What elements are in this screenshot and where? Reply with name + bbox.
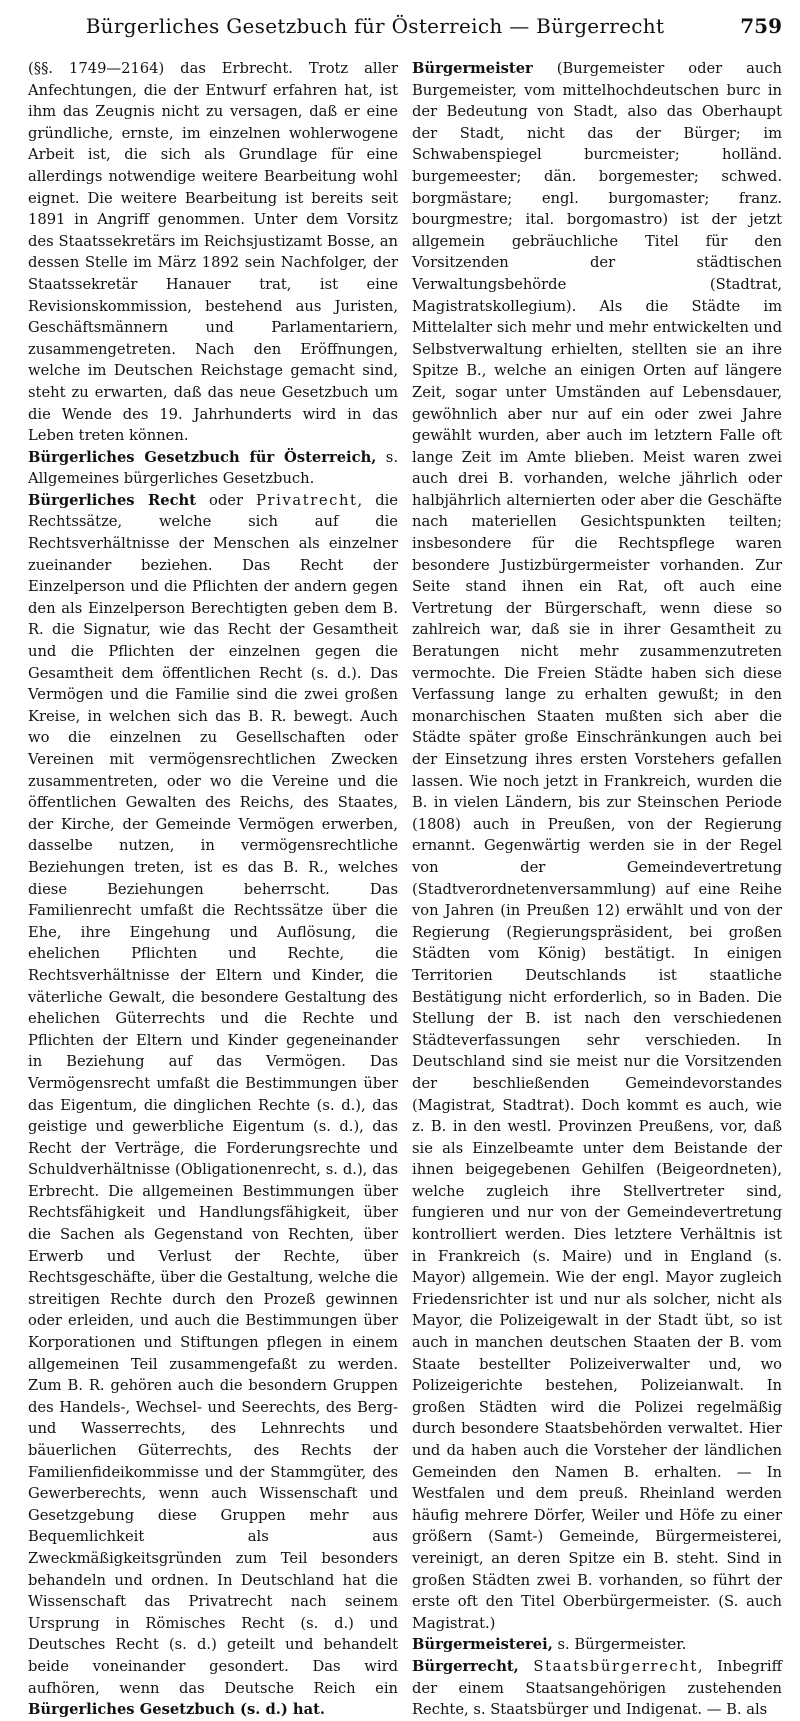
entry-text: , Inbegriff der einem Staatsangehörigen zustehenden Rechte, s. Staatsbürger und Indigenat. — B. als [412,1657,783,1719]
entry-text: s. Bürgermeister. [557,1636,687,1654]
entry-text: , die Rechtssätze, welche sich auf die Rechtsverhältnisse der Menschen als einzelner zueinander beziehen. Das Recht der Einzelperson und die Pflichten der andern gegen den als Einzelperson Berechtigten geben dem B. R. die Signatur, wie das Recht der Gesamtheit und die Pflichten der einzelnen gegen die Gesamtheit dem öffentlichen Recht (s. d.). Das Vermögen und die Familie sind die zwei großen Kreise, in welchen sich das B. R. bewegt. Auch wo die einzelnen zu Gesellschaften oder Vereinen mit vermögensrechtlichen Zwecken zusammentreten, oder wo die Vereine und die öffentlichen Gewalten des Reichs, des Staates, der Kirche, der Gemeinde Vermögen erwerben, dasselbe nutzen, in vermögensrechtliche Beziehungen treten, ist es das B. R., welches diese Beziehungen beherrscht. Das Familienrecht umfaßt die Rechtssätze über die Ehe, ihre Eingehung und Auflösung, die ehelichen Pflichten und Rechte, die Rechtsverhältnisse der Eltern und Kinder, die väterliche Gewalt, die besondere Gestaltung des ehelichen Güterrechts und die Rechte und Pflichten der Eltern und Kinder gegeneinander in Beziehung auf das Vermögen. Das Vermögensrecht umfaßt die Bestimmungen über das Eigentum, die dinglichen Rechte (s. d.), das geistige und gewerbliche Eigentum (s. d.), das Recht der Verträge, die Forderungsrechte und Schuldverhältnisse (Obligationenrecht, s. d.), das Erbrecht. Die allgemeinen Bestimmungen über Rechtsfähigkeit und Handlungsfähigkeit, über die Sachen als Gegenstand von Rechten, über Erwerb und Verlust der Rechte, über Rechtsgeschäfte, über die Gestaltung, welche die streitigen Rechte durch den Prozeß gewinnen oder erleiden, und auch die Bestimmungen über Korporationen und Stiftungen pflegen in einem allgemeinen Teil zusammengefaßt zu werden. Zum B. R. gehören auch die besondern Gruppen des Handels-, Wechsel- und Seerechts, des Berg- und Wasserrechts, des Lehnrechts und bäuerlichen Güterrechts, des Rechts der Familienfideikommisse und der Stammgüter, des Gewerberechts, wenn auch Wissenschaft und Gesetzgebung diese Gruppen mehr aus Bequemlichkeit als aus Zweckmäßigkeitsgründen zum Teil besonders behandeln und ordnen. In Deutschland hat die Wissenschaft das Privatrecht nach seinem Ursprung in Römisches Recht (s. d.) und Deutsches Recht (s. d.) geteilt und behandelt beide voneinander gesondert. Das wird aufhören, wenn das Deutsche Reich ein [28,491,398,1697]
entry-text: oder [209,491,244,509]
running-head: Bürgerliches Gesetzbuch für Österreich — Bürgerrecht [85,14,665,38]
entry-synonym: Staatsbürgerrecht [533,1657,698,1675]
entry-buergerrecht [412,1656,782,1721]
entry-buergerliches-recht [28,490,398,1721]
left-column [28,58,398,1721]
entry-headword: Bürgerliches Recht [28,491,197,509]
entry-synonym: Privatrecht [256,491,358,509]
page-header [28,14,782,50]
entry-headword: Bürgerrecht, [412,1657,519,1675]
entry-text: (§§. 1749—2164) das Erbrecht. Trotz aller Anfechtungen, die der Entwurf erfahren hat, ist ihm das Zeugnis nicht zu versagen, daß er eine gründliche, ernste, im einzelnen wohlerwogene Arbeit ist, die sich als Grundlage für eine allerdings notwendige weitere Bearbeitung wohl eignet. Die weitere Bearbeitung ist bereits seit 1891 in Angriff genommen. Unter dem Vorsitz des Staatssekretärs im Reichsjustizamt Bosse, an dessen Stelle im März 1892 sein Nachfolger, der Staatssekretär Hanauer trat, ist eine Revisionskommission, bestehend aus Juristen, Geschäftsmännern und Parlamentariern, zusammengetreten. Nach den Eröffnungen, welche im Deutschen Reichstage gemacht sind, steht zu erwarten, daß das neue Gesetzbuch um die Wende des 19. Jahrhunderts wird in das Leben treten können. [28,60,398,445]
entry-buergermeister [412,58,782,1634]
entry-headword: Bürgermeister [412,60,533,77]
entry-buergermeisterei [412,1634,782,1656]
text-columns [28,58,782,1721]
entry-crossref: Bürgerliches Gesetzbuch (s. d.) hat. [28,1701,325,1719]
entry-buergerliches-gesetzbuch-oesterreich [28,447,398,490]
entry-text: s. Allgemeines bürgerliches Gesetzbuch. [28,448,398,488]
page-number: 759 [740,14,782,38]
right-column [412,58,782,1721]
entry-headword: Bürgermeisterei, [412,1636,553,1654]
entry-text: (Burgemeister oder auch Burgemeister, vom mittelhochdeutschen burc in der Bedeutung von Stadt, also das Oberhaupt der Stadt, nicht das der Bürger; im Schwabenspiegel burcmeister; holländ. burgemeester; dän. borgemester; schwed. borgmästare; engl. burgomaster; franz. bourgmestre; ital. borgomastro) ist der jetzt allgemein gebräuchliche Titel für den Vorsitzenden der städtischen Verwaltungsbehörde (Stadtrat, Magistratskollegium). Als die Städte im Mittelalter sich mehr und mehr entwickelten und Selbstverwaltung erhielten, stellten sie an ihre Spitze B., welche an einigen Orten auf längere Zeit, sogar unter Umständen auf Lebensdauer, gewöhnlich aber nur auf ein oder zwei Jahre gewählt wurden, aber auch im letztern Falle oft lange Zeit im Amte blieben. Meist waren zwei auch drei B. vorhanden, welche jährlich oder halbjährlich alternierten oder aber die Geschäfte nach materiellen Gesichtspunkten teilten; insbesondere für die Rechtspflege waren besondere Justizbürgermeister vorhanden. Zur Seite stand ihnen ein Rat, oft auch eine Vertretung der Bürgerschaft, wenn diese so zahlreich war, daß sie in ihrer Gesamtheit zu Beratungen nicht mehr zusammenzutreten vermochte. Die Freien Städte haben sich diese Verfassung lange zu erhalten gewußt; in den monarchischen Staaten mußten sich aber die Städte später große Einschränkungen auch bei der Einsetzung ihres ersten Vorstehers gefallen lassen. Wie noch jetzt in Frankreich, wurden die B. in vielen Ländern, bis zur Steinschen Periode (1808) auch in Preußen, von der Regierung ernannt. Gegenwärtig werden sie in der Regel von der Gemeindevertretung (Stadtverordnetenversammlung) auf eine Reihe von Jahren (in Preußen 12) erwählt und von der Regierung (Regierungspräsident, bei großen Städten vom König) bestätigt. In einigen Territorien Deutschlands ist staatliche Bestätigung nicht erforderlich, so in Baden. Die Stellung der B. ist nach den verschiedenen Städteverfassungen sehr verschieden. In Deutschland sind sie meist nur die Vorsitzenden der beschließenden Gemeindevorstandes (Magistrat, Stadtrat). Doch kommt es auch, wie z. B. in den westl. Provinzen Preußens, vor, daß sie als Einzelbeamte unter dem Beistande der ihnen beigegebenen Gehilfen (Beigeordneten), welche zugleich ihre Stellvertreter sind, fungieren und nur von der Gemeindevertretung kontrolliert werden. Dies letztere Verhältnis ist in Frankreich (s. Maire) und in England (s. Mayor) allgemein. Wie der engl. Mayor zugleich Friedensrichter ist und nur als solcher, nicht als Mayor, die Polizeigewalt in der Stadt übt, so ist auch in manchen deutschen Staaten der B. vom Staate bestellter Polizeiverwalter und, wo Polizeigerichte bestehen, Polizeianwalt. In großen Städten wird die Polizei regelmäßig durch besondere Staatsbehörden verwaltet. Hier und da haben auch die Vorsteher der ländlichen Gemeinden den Namen B. erhalten. — In Westfalen und dem preuß. Rheinland werden häufig mehrere Dörfer, Weiler und Höfe zu einer größern (Samt-) Gemeinde, Bürgermeisterei, vereinigt, an deren Spitze ein B. steht. Sind in großen Städten zwei B. vorhanden, so führt der erste oft den Titel Oberbürgermeister. (S. auch Magistrat.) [412,60,783,1632]
entry-continuation [28,58,398,447]
entry-headword: Bürgerliches Gesetzbuch für Österreich, [28,448,377,466]
